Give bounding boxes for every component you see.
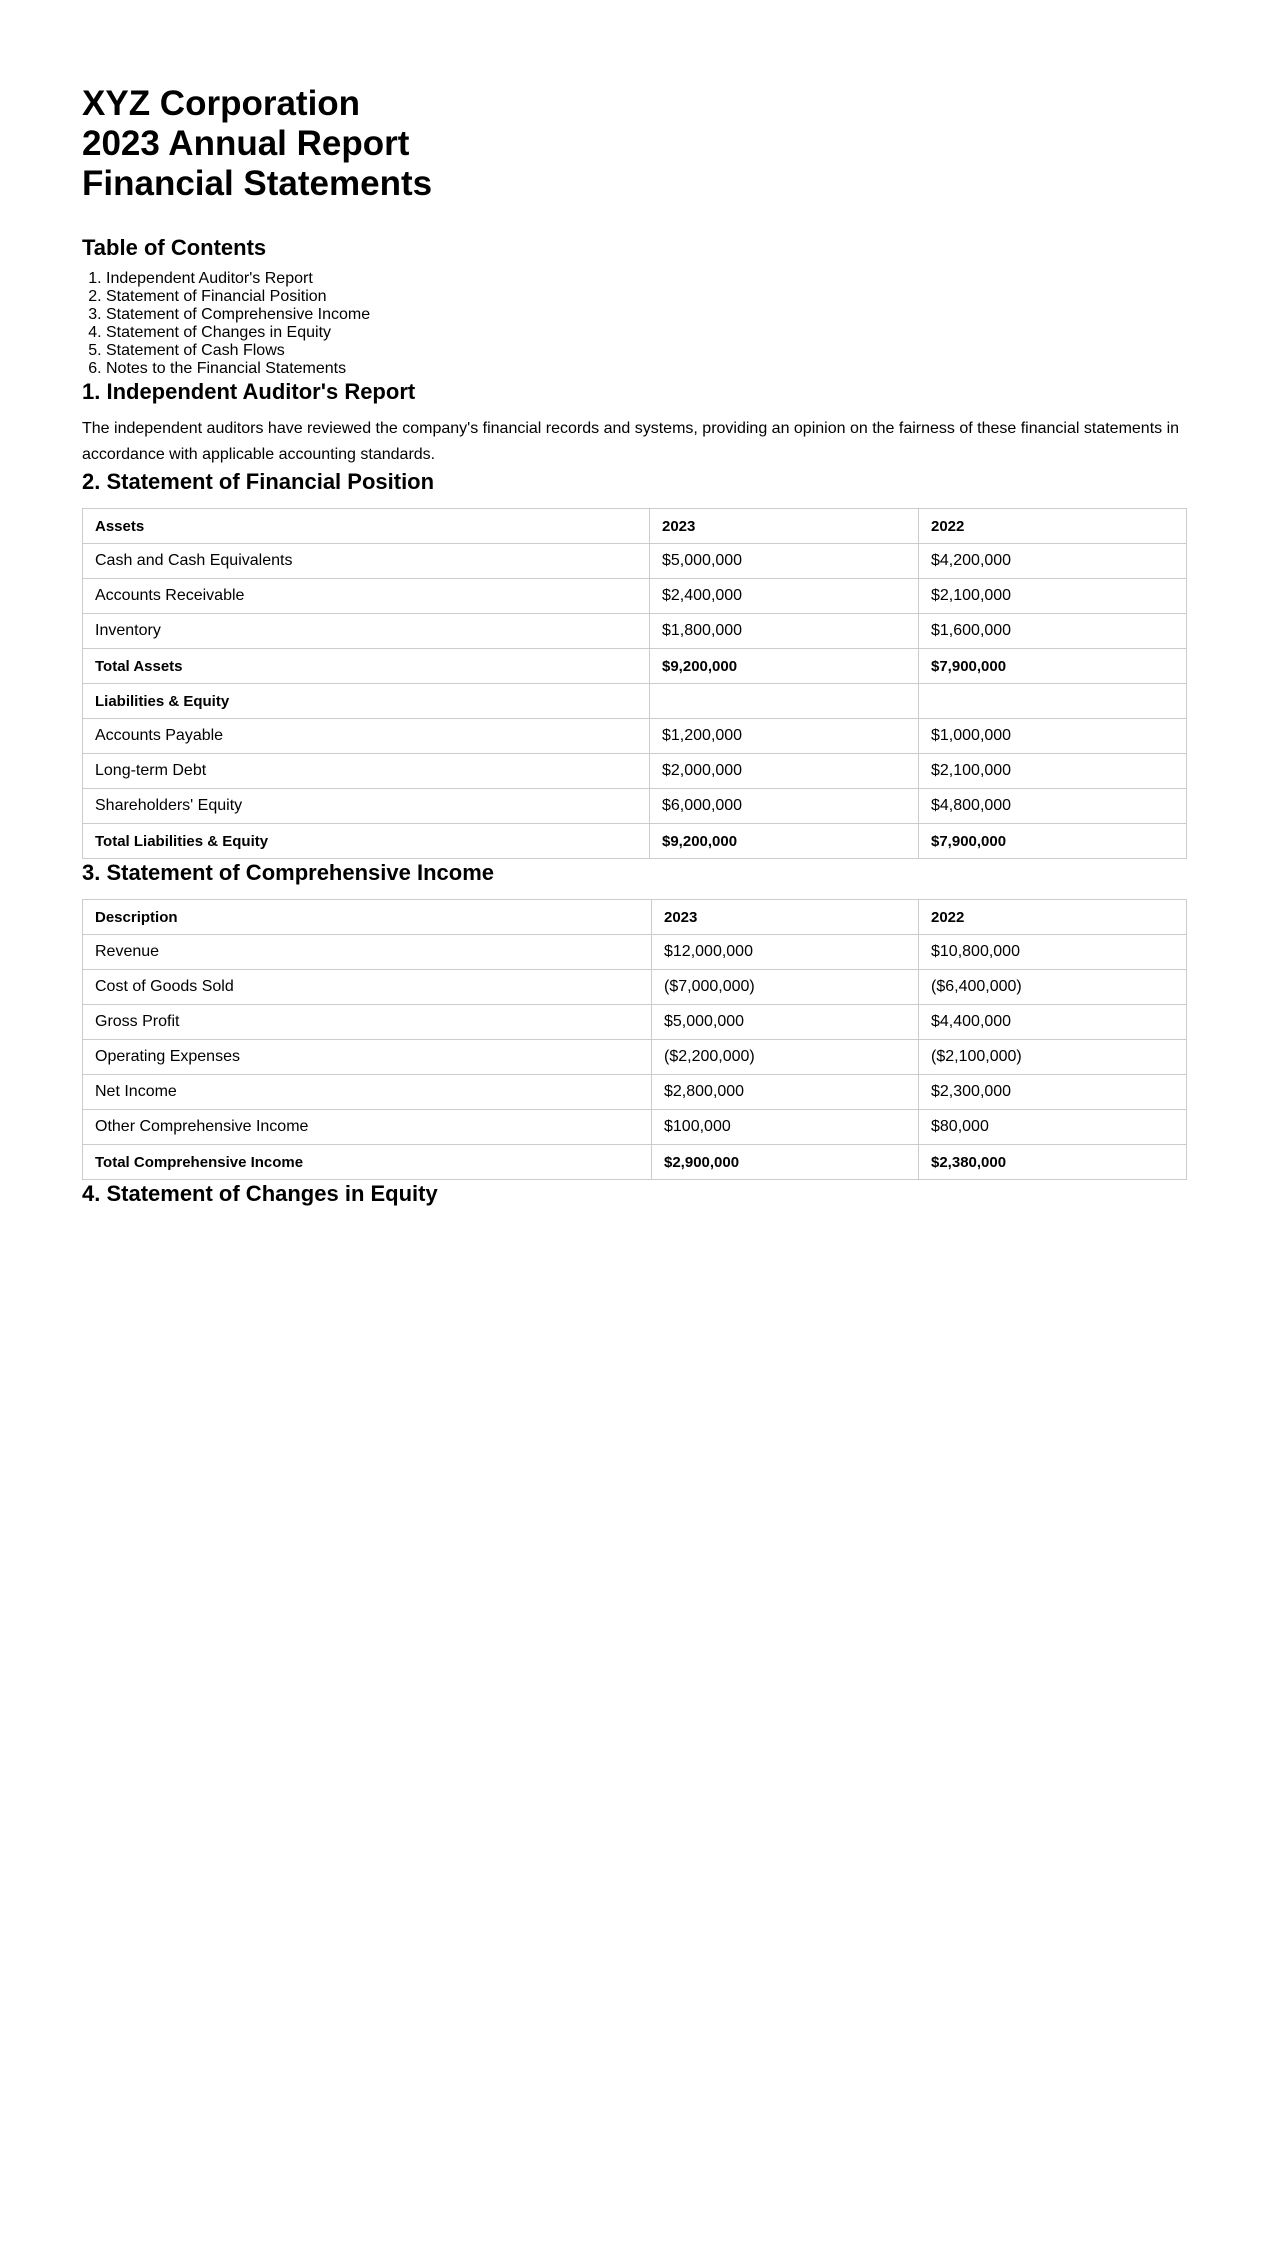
toc-item: 4. Statement of Changes in Equity xyxy=(106,324,1186,342)
value-2023 xyxy=(650,684,919,719)
row-label: Operating Expenses xyxy=(83,1040,652,1075)
column-header: 2023 xyxy=(650,509,919,544)
document-title xyxy=(82,84,1186,204)
table-row xyxy=(83,614,1187,649)
table-row xyxy=(83,1110,1187,1145)
toc-item: 5. Statement of Cash Flows xyxy=(106,342,1186,360)
value-2023: $5,000,000 xyxy=(650,544,919,579)
title-report: 2023 Annual Report xyxy=(82,124,410,163)
table-row xyxy=(83,684,1187,719)
row-label: Total Comprehensive Income xyxy=(83,1145,652,1180)
table-row xyxy=(83,1075,1187,1110)
value-2022: $2,100,000 xyxy=(919,579,1187,614)
table-row xyxy=(83,1145,1187,1180)
row-label: Gross Profit xyxy=(83,1005,652,1040)
table-header-row xyxy=(83,509,1187,544)
value-2022 xyxy=(919,684,1187,719)
value-2022: $7,900,000 xyxy=(919,824,1187,859)
comprehensive-income-table xyxy=(82,899,1187,1180)
value-2022: ($6,400,000) xyxy=(919,970,1187,1005)
row-label: Accounts Payable xyxy=(83,719,650,754)
row-label: Long-term Debt xyxy=(83,754,650,789)
value-2022: $1,000,000 xyxy=(919,719,1187,754)
table-row xyxy=(83,754,1187,789)
value-2023: $9,200,000 xyxy=(650,824,919,859)
row-label: Cost of Goods Sold xyxy=(83,970,652,1005)
value-2023: $5,000,000 xyxy=(652,1005,919,1040)
row-label: Total Liabilities & Equity xyxy=(83,824,650,859)
table-row xyxy=(83,649,1187,684)
row-label: Other Comprehensive Income xyxy=(83,1110,652,1145)
comprehensive-income-body xyxy=(83,935,1187,1180)
toc-item: 6. Notes to the Financial Statements xyxy=(106,360,1186,378)
column-header: 2022 xyxy=(919,900,1187,935)
toc-item: 1. Independent Auditor's Report xyxy=(106,270,1186,288)
value-2023: $1,800,000 xyxy=(650,614,919,649)
auditor-report-heading: 1. Independent Auditor's Report xyxy=(82,379,416,404)
value-2022: $2,300,000 xyxy=(919,1075,1187,1110)
row-label: Cash and Cash Equivalents xyxy=(83,544,650,579)
table-row xyxy=(83,544,1187,579)
toc-item: 3. Statement of Comprehensive Income xyxy=(106,306,1186,324)
table-row xyxy=(83,935,1187,970)
row-label: Liabilities & Equity xyxy=(83,684,650,719)
table-row xyxy=(83,579,1187,614)
table-row xyxy=(83,719,1187,754)
document-content xyxy=(82,84,1186,1208)
column-header: 2023 xyxy=(652,900,919,935)
row-label: Shareholders' Equity xyxy=(83,789,650,824)
value-2023: $1,200,000 xyxy=(650,719,919,754)
value-2023: $2,400,000 xyxy=(650,579,919,614)
financial-position-table xyxy=(82,508,1187,859)
value-2023: $2,900,000 xyxy=(652,1145,919,1180)
column-header: Description xyxy=(83,900,652,935)
value-2022: ($2,100,000) xyxy=(919,1040,1187,1075)
column-header: 2022 xyxy=(919,509,1187,544)
column-header: Assets xyxy=(83,509,650,544)
toc-heading: Table of Contents xyxy=(82,235,267,260)
table-row xyxy=(83,824,1187,859)
row-label: Inventory xyxy=(83,614,650,649)
value-2022: $4,400,000 xyxy=(919,1005,1187,1040)
row-label: Net Income xyxy=(83,1075,652,1110)
value-2023: $12,000,000 xyxy=(652,935,919,970)
title-company: XYZ Corporation xyxy=(82,84,361,123)
financial-position-body xyxy=(83,544,1187,859)
row-label: Accounts Receivable xyxy=(83,579,650,614)
value-2023: $9,200,000 xyxy=(650,649,919,684)
toc-item: 2. Statement of Financial Position xyxy=(106,288,1186,306)
value-2023: ($2,200,000) xyxy=(652,1040,919,1075)
financial-position-heading: 2. Statement of Financial Position xyxy=(82,469,435,494)
value-2023: $2,000,000 xyxy=(650,754,919,789)
value-2023: $6,000,000 xyxy=(650,789,919,824)
table-row xyxy=(83,789,1187,824)
row-label: Total Assets xyxy=(83,649,650,684)
value-2022: $2,100,000 xyxy=(919,754,1187,789)
value-2022: $1,600,000 xyxy=(919,614,1187,649)
value-2023: ($7,000,000) xyxy=(652,970,919,1005)
value-2022: $4,200,000 xyxy=(919,544,1187,579)
value-2022: $10,800,000 xyxy=(919,935,1187,970)
comprehensive-income-heading: 3. Statement of Comprehensive Income xyxy=(82,860,494,885)
table-row xyxy=(83,970,1187,1005)
row-label: Revenue xyxy=(83,935,652,970)
value-2023: $100,000 xyxy=(652,1110,919,1145)
value-2022: $7,900,000 xyxy=(919,649,1187,684)
changes-in-equity-heading: 4. Statement of Changes in Equity xyxy=(82,1181,438,1206)
toc-list xyxy=(82,270,1186,378)
value-2022: $4,800,000 xyxy=(919,789,1187,824)
value-2022: $2,380,000 xyxy=(919,1145,1187,1180)
table-row xyxy=(83,1005,1187,1040)
table-row xyxy=(83,1040,1187,1075)
table-header-row xyxy=(83,900,1187,935)
auditor-report-text: The independent auditors have reviewed the company's financial records and systems, providing an opinion on the fairness of these financial statements in accordance with applicable accounting standards. xyxy=(82,420,1180,463)
value-2022: $80,000 xyxy=(919,1110,1187,1145)
title-statements: Financial Statements xyxy=(82,164,433,203)
value-2023: $2,800,000 xyxy=(652,1075,919,1110)
